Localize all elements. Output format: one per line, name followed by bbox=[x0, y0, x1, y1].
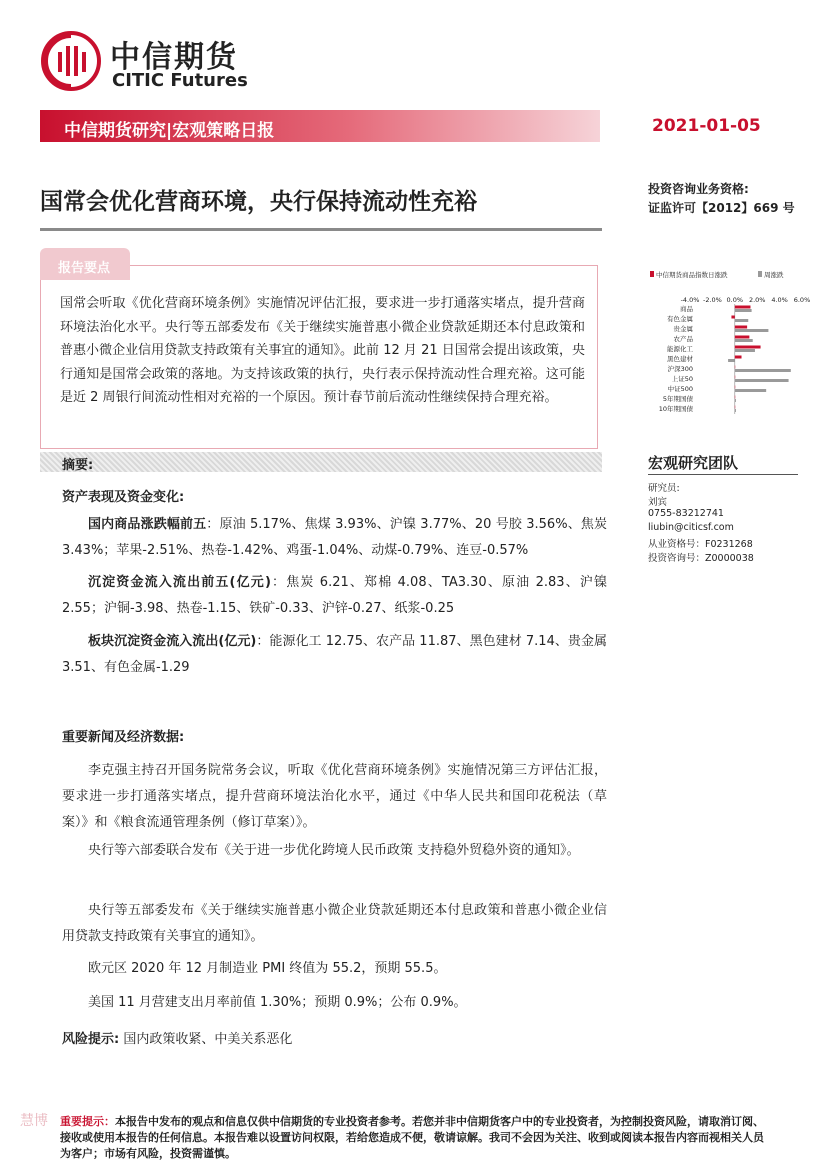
bar bbox=[735, 369, 791, 372]
category-label: 中证500 bbox=[667, 385, 693, 393]
bar bbox=[735, 336, 750, 339]
category-label: 商品 bbox=[680, 305, 693, 313]
category-label: 能源化工 bbox=[667, 345, 693, 353]
team-line: 刘宾 bbox=[648, 497, 668, 508]
risk-note bbox=[62, 1028, 292, 1047]
x-tick-label: 4.0% bbox=[771, 296, 788, 304]
risk-text: 国内政策收紧、中美关系恶化 bbox=[123, 1032, 293, 1047]
team-line: 研究员: bbox=[648, 483, 680, 494]
bar bbox=[735, 399, 736, 402]
team-line: 从业资格号：F0231268 bbox=[648, 539, 753, 550]
category-label: 农产品 bbox=[673, 335, 693, 343]
watermark: 慧博 bbox=[20, 1113, 48, 1129]
citic-logo-icon bbox=[40, 30, 102, 92]
bar bbox=[735, 349, 755, 352]
bar bbox=[735, 379, 789, 382]
x-tick-label: 2.0% bbox=[748, 296, 766, 304]
asset-item-text: ：能源化工 12.75、农产品 11.87、黑色建材 7.14、贵金属 3.51、有色金属-1.29 bbox=[62, 634, 607, 675]
qualification-line-2: 证监许可【2012】669 号 bbox=[648, 201, 795, 215]
bar bbox=[731, 316, 734, 319]
x-tick-label: -2.0% bbox=[702, 296, 722, 304]
key-points-label: 报告要点 bbox=[58, 261, 111, 276]
team-title: 宏观研究团队 bbox=[648, 454, 739, 472]
category-label: 10年期国债 bbox=[658, 405, 693, 413]
bar bbox=[735, 356, 742, 359]
summary-bar bbox=[40, 452, 602, 472]
asset-item-text: ：原油 5.17%、焦煤 3.93%、沪镍 3.77%、20 号胶 3.56%、焦炭 3.43%；苹果-2.51%、热卷-1.42%、鸡蛋-1.04%、动煤-0.79%、连豆-0.57% bbox=[62, 517, 607, 558]
legend-swatch bbox=[758, 271, 762, 277]
asset-item-text: ：焦炭 6.21、郑棉 4.08、TA3.30、原油 2.83、沪镍 2.55；沪铜-3.98、热卷-1.15、铁矿-0.33、沪锌-0.27、纸浆-0.25 bbox=[62, 575, 607, 616]
category-label: 上证50 bbox=[671, 375, 693, 383]
news-item: 央行等六部委联合发布《关于进一步优化跨境人民币政策 支持稳外贸稳外资的通知》。 bbox=[88, 843, 580, 858]
banner-title: 中信期货研究|宏观策略日报 bbox=[64, 121, 275, 141]
commodity-index-chart bbox=[640, 262, 820, 432]
asset-item-label: 板块沉淀资金流入流出(亿元) bbox=[88, 634, 257, 649]
x-tick-label: 0.0% bbox=[726, 296, 744, 304]
summary-label: 摘要: bbox=[62, 458, 94, 473]
legend-label: 中信期货商品指数日涨跌 bbox=[656, 271, 728, 279]
page-title: 国常会优化营商环境，央行保持流动性充裕 bbox=[40, 189, 477, 215]
legend-swatch bbox=[650, 271, 654, 277]
bar bbox=[735, 326, 747, 329]
bar bbox=[735, 389, 766, 392]
bar bbox=[735, 346, 761, 349]
category-label: 有色金属 bbox=[667, 315, 693, 323]
disclaimer-label: 重要提示： bbox=[60, 1115, 115, 1128]
bar bbox=[735, 409, 736, 412]
logo-english-name: CITIC Futures bbox=[112, 70, 248, 91]
team-line: 投资咨询号：Z0000038 bbox=[648, 553, 754, 564]
key-points-text: 国常会听取《优化营商环境条例》实施情况评估汇报，要求进一步打通落实堵点，提升营商环境法治化水平。央行等五部委发布《关于继续实施普惠小微企业贷款延期还本付息政策和普惠小微企业信用贷款支持政策有关事宜的通知》。此前 12 月 21 日国常会提出该政策，央行通知是国常会政策的落地。为支持该政策的执行，央行表示保持流动性合理充裕。这可能是近 2 周银行间流动性相对充裕的一个原因。预计春节前后流动性继续保持合理充裕。 bbox=[60, 296, 585, 405]
news-item: 李克强主持召开国务院常务会议，听取《优化营商环境条例》实施情况第三方评估汇报，要求进一步打通落实堵点，提升营商环境法治化水平，通过《中华人民共和国印花税法（草案）》和《粮食流通管理条例（修订草案）》。 bbox=[62, 763, 607, 830]
logo-chinese-name: 中信期货 bbox=[110, 40, 238, 75]
category-label: 沪深300 bbox=[667, 365, 693, 373]
team-line: 0755-83212741 bbox=[648, 508, 724, 519]
report-date: 2021-01-05 bbox=[652, 116, 761, 136]
asset-item-label: 沉淀资金流入流出前五(亿元) bbox=[88, 575, 271, 590]
disclaimer bbox=[60, 1114, 772, 1162]
asset-item bbox=[62, 570, 607, 622]
disclaimer-text: 本报告中发布的观点和信息仅供中信期货的专业投资者参考。若您并非中信期货客户中的专业投资者，为控制投资风险，请取消订阅、接收或使用本报告的任何信息。本报告难以设置访问权限，若给您造成不便，敬请谅解。我司不会因为关注、收到或阅读本报告内容而视相关人员为客户；市场有风险，投资需谨慎。 bbox=[60, 1115, 764, 1160]
asset-heading: 资产表现及资金变化: bbox=[62, 490, 185, 505]
asset-item bbox=[62, 629, 607, 681]
news-item: 欧元区 2020 年 12 月制造业 PMI 终值为 55.2，预期 55.5。 bbox=[88, 961, 447, 976]
x-tick-label: -4.0% bbox=[680, 296, 700, 304]
qualification-line-1: 投资咨询业务资格: bbox=[648, 182, 749, 196]
news-item: 美国 11 月营建支出月率前值 1.30%；预期 0.9%；公布 0.9%。 bbox=[88, 995, 467, 1010]
category-label: 贵金属 bbox=[673, 325, 693, 333]
news-item: 央行等五部委发布《关于继续实施普惠小微企业贷款延期还本付息政策和普惠小微企业信用贷款支持政策有关事宜的通知》。 bbox=[62, 903, 607, 944]
risk-label: 风险提示: bbox=[62, 1032, 120, 1047]
bar bbox=[735, 339, 753, 342]
bar bbox=[735, 319, 748, 322]
title-divider bbox=[40, 228, 602, 231]
x-tick-label: 6.0% bbox=[793, 296, 811, 304]
asset-item bbox=[62, 512, 607, 564]
bar bbox=[735, 329, 769, 332]
bar bbox=[728, 359, 735, 362]
news-heading: 重要新闻及经济数据: bbox=[62, 730, 185, 745]
bar bbox=[735, 309, 752, 312]
bar bbox=[735, 306, 751, 309]
legend-label: 周涨跌 bbox=[764, 271, 784, 279]
team-line: liubin@citicsf.com bbox=[648, 522, 734, 533]
category-label: 5年期国债 bbox=[662, 395, 693, 403]
team-divider bbox=[648, 474, 798, 475]
asset-item-label: 国内商品涨跌幅前五 bbox=[88, 517, 207, 532]
category-label: 黑色建材 bbox=[667, 355, 693, 363]
